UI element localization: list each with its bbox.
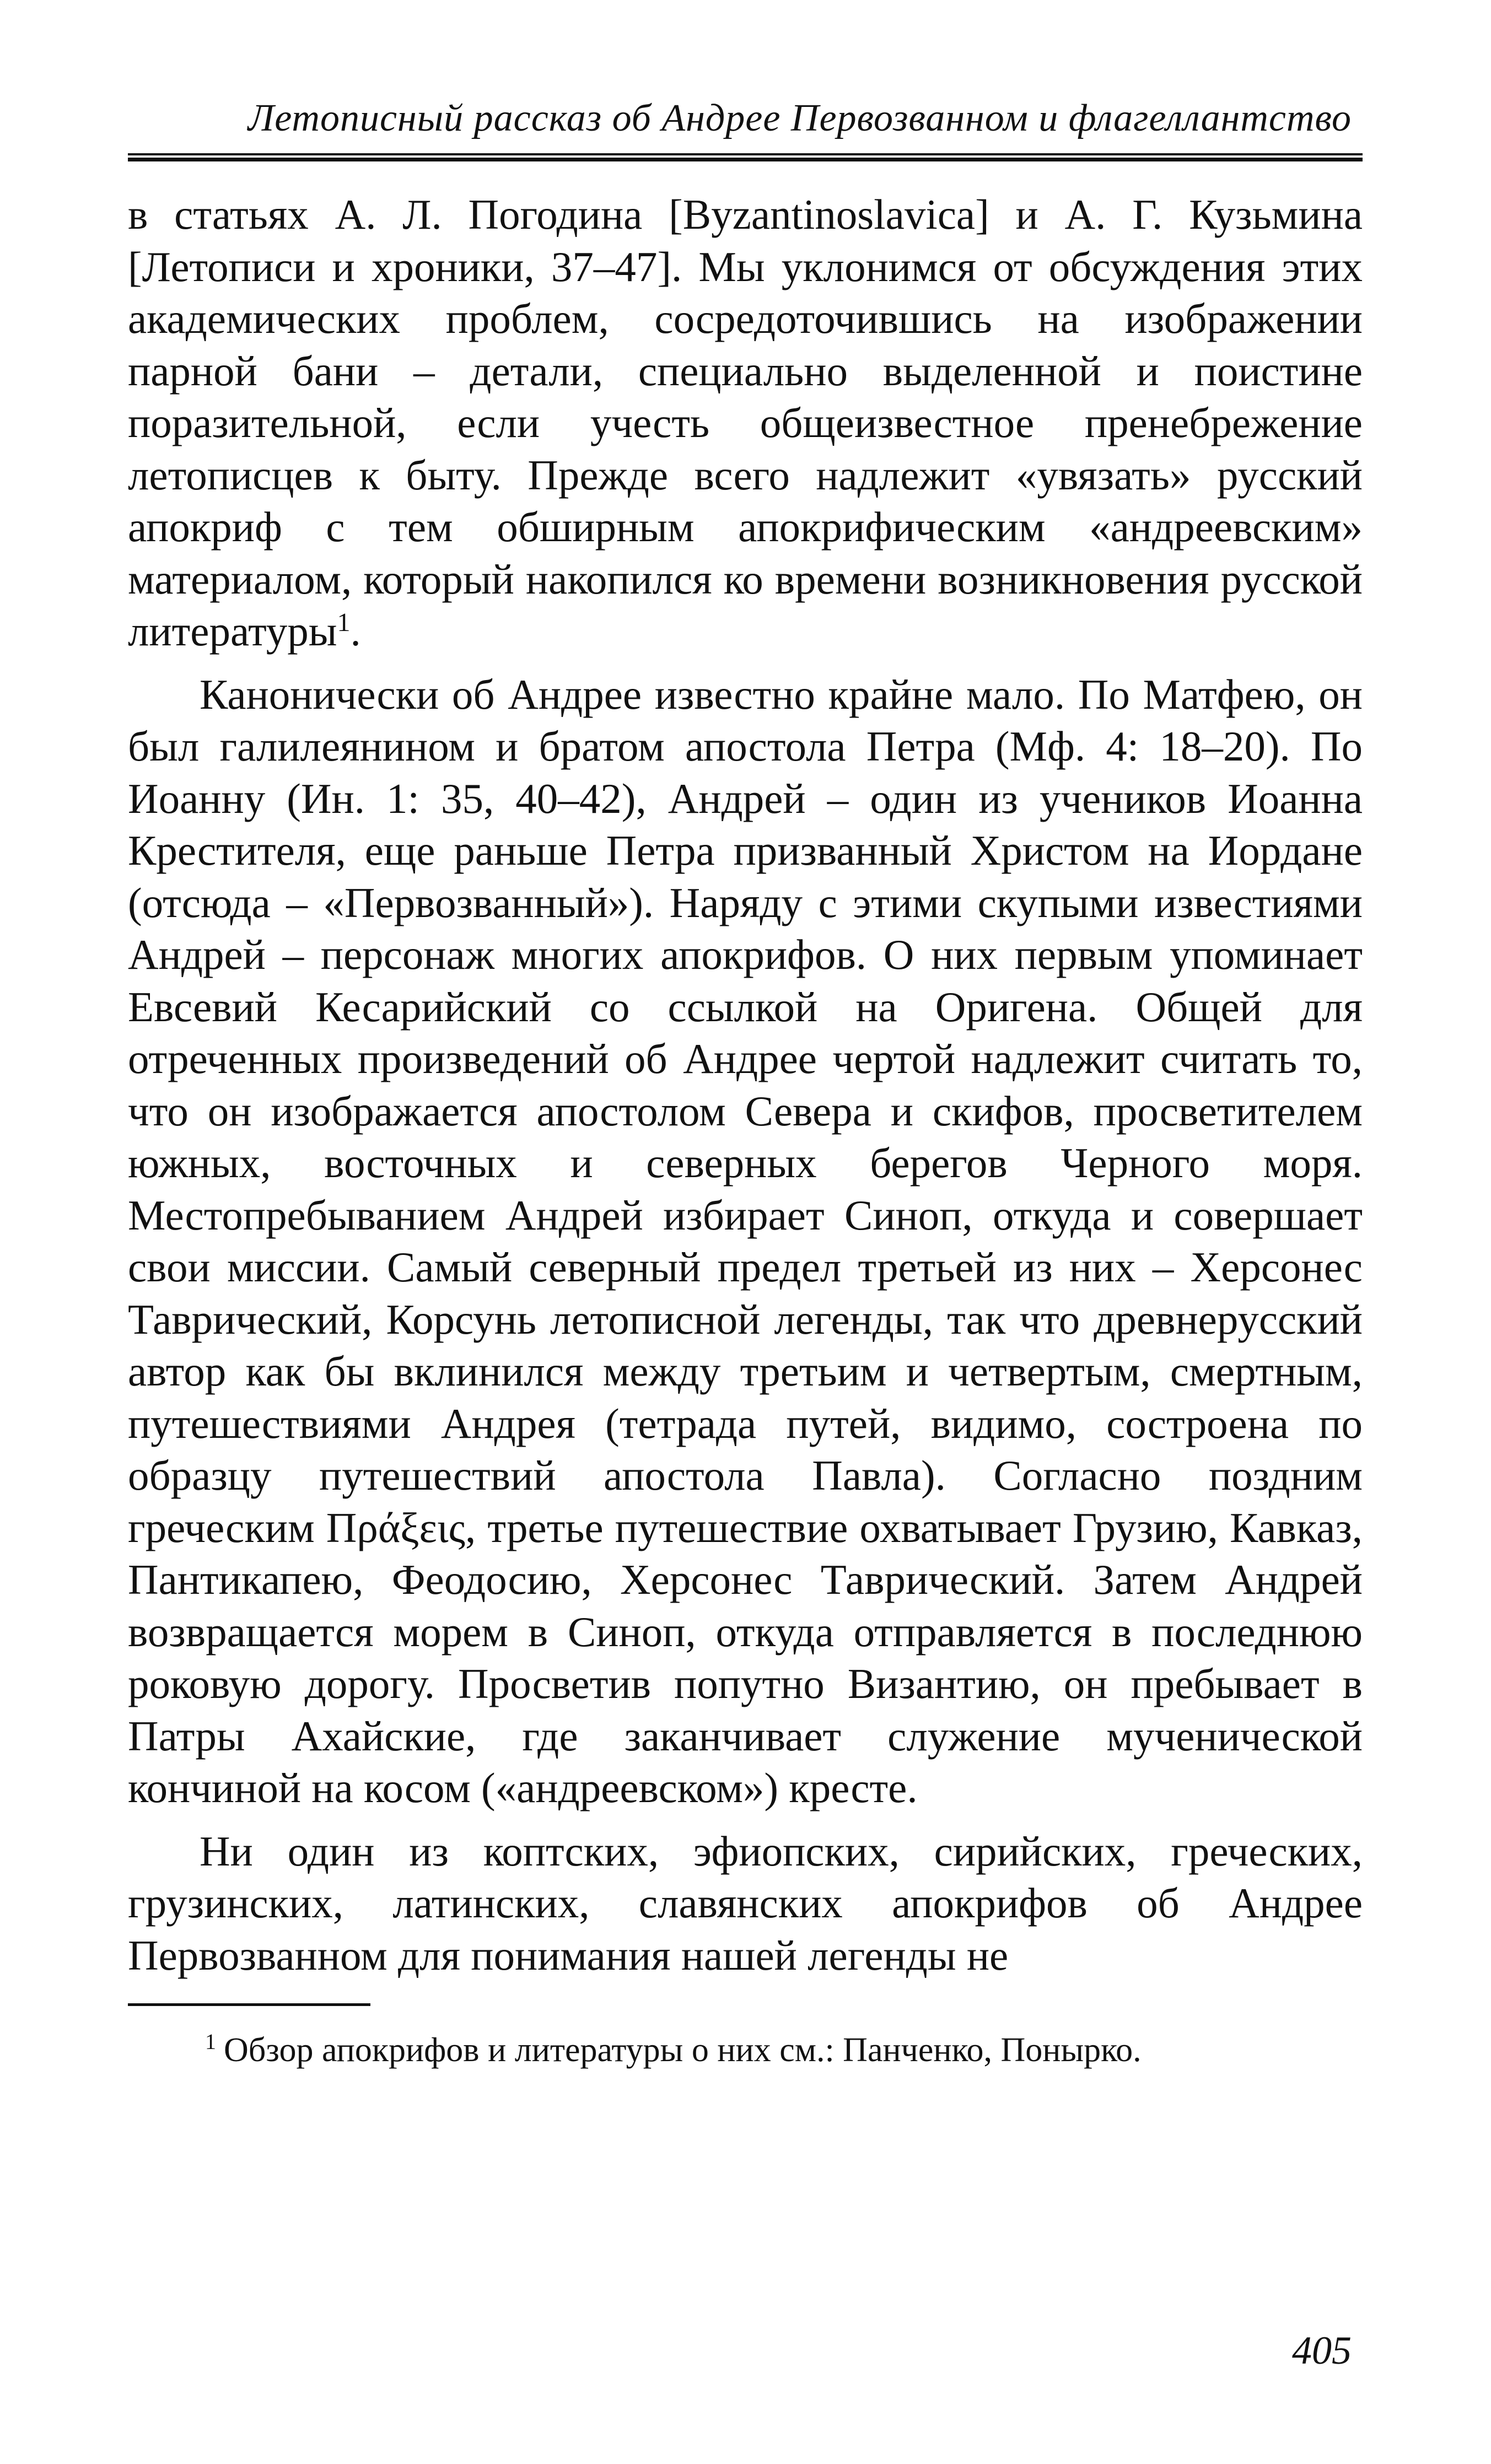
paragraph-1: в статьях А. Л. Погодина [Byzantinoslavica] и А. Г. Кузьмина [Летописи и хроники, 37–47]. Мы уклонимся от обсуждения этих академических проблем, сосредоточившись на изображении парной бани – детали, специально выделенной и поистине поразительной, если учесть общеизвестное пренебрежение летописцев к быту. Прежде всего надлежит «увязать» русский апокриф с тем обширным апокрифическим «андреевским» материалом, который накопился ко времени возникновения русской литературы$^1$.	[128, 191, 1363, 655]
running-head: Летописный рассказ об Андрее Первозванном и флагеллантство	[247, 97, 1352, 139]
footnote-text: Обзор апокрифов и литературы о них см.: Панченко, Понырко.	[224, 2031, 1142, 2069]
paragraph-2: Канонически об Андрее известно крайне мало. По Матфею, он был галилеянином и братом апостола Петра (Мф. 4: 18–20). По Иоанну (Ин. 1: 35, 40–42), Андрей – один из учеников Иоанна Крестителя, еще раньше Петра призванный Христом на Иордане (отсюда – «Первозванный»). Наряду с этими скупыми известиями Андрей – персонаж многих апокрифов. О них первым упоминает Евсевий Кесарийский со ссылкой на Оригена. Общей для отреченных произведений об Андрее чертой надлежит считать то, что он изображается апостолом Севера и скифов, просветителем южных, восточных и северных берегов Черного моря. Местопребыванием Андрей избирает Синоп, откуда и совершает свои миссии. Самый северный предел третьей из них – Херсонес Таврический, Корсунь летописной легенды, так что древнерусский автор как бы вклинился между третьим и четвертым, смертным, путешествиями Андрея (тетрада путей, видимо, состроена по образцу путешествий апостола Павла). Согласно поздним греческим Πράξεις, третье путешествие охватывает Грузию, Кавказ, Пантикапею, Феодосию, Херсонес Таврический. Затем Андрей возвращается морем в Синоп, откуда отправляется в последнюю роковую дорогу. Просветив попутно Византию, он пребывает в Патры Ахайские, где заканчивает служение мученической кончиной на косом («андреевском») кресте.	[128, 670, 1363, 1811]
footnote-marker: 1	[205, 2029, 216, 2054]
body-text	[128, 188, 1363, 1981]
paragraph-3: Ни один из коптских, эфиопских, сирийских, греческих, грузинских, латинских, славянских апокрифов об Андрее Первозванном для понимания нашей легенды не	[128, 1827, 1363, 1979]
footnote	[128, 2028, 1363, 2072]
header-rule-thick	[128, 158, 1363, 161]
footnote-separator	[128, 2003, 370, 2006]
paragraph-1-text: в статьях А. Л. Погодина [Byzantinoslavica] и А. Г. Кузьмина [Летописи и хроники, 37–47]. Мы уклонимся от обсуждения этих академических проблем, сосредоточившись на изображении парной бани – детали, специально выделенной и поистине поразительной, если учесть общеизвестное пренебрежение летописцев к быту. Прежде всего надлежит «увязать» русский апокриф с тем обширным апокрифическим «андреевским» материалом, который накопился ко времени возникновения русской литературы	[128, 191, 1363, 655]
page-number: 405	[1292, 2328, 1352, 2373]
book-page	[128, 94, 1363, 2408]
footnote-reference: 1	[337, 608, 351, 637]
header-double-rule	[128, 153, 1363, 161]
header-rule-thin	[128, 153, 1363, 155]
